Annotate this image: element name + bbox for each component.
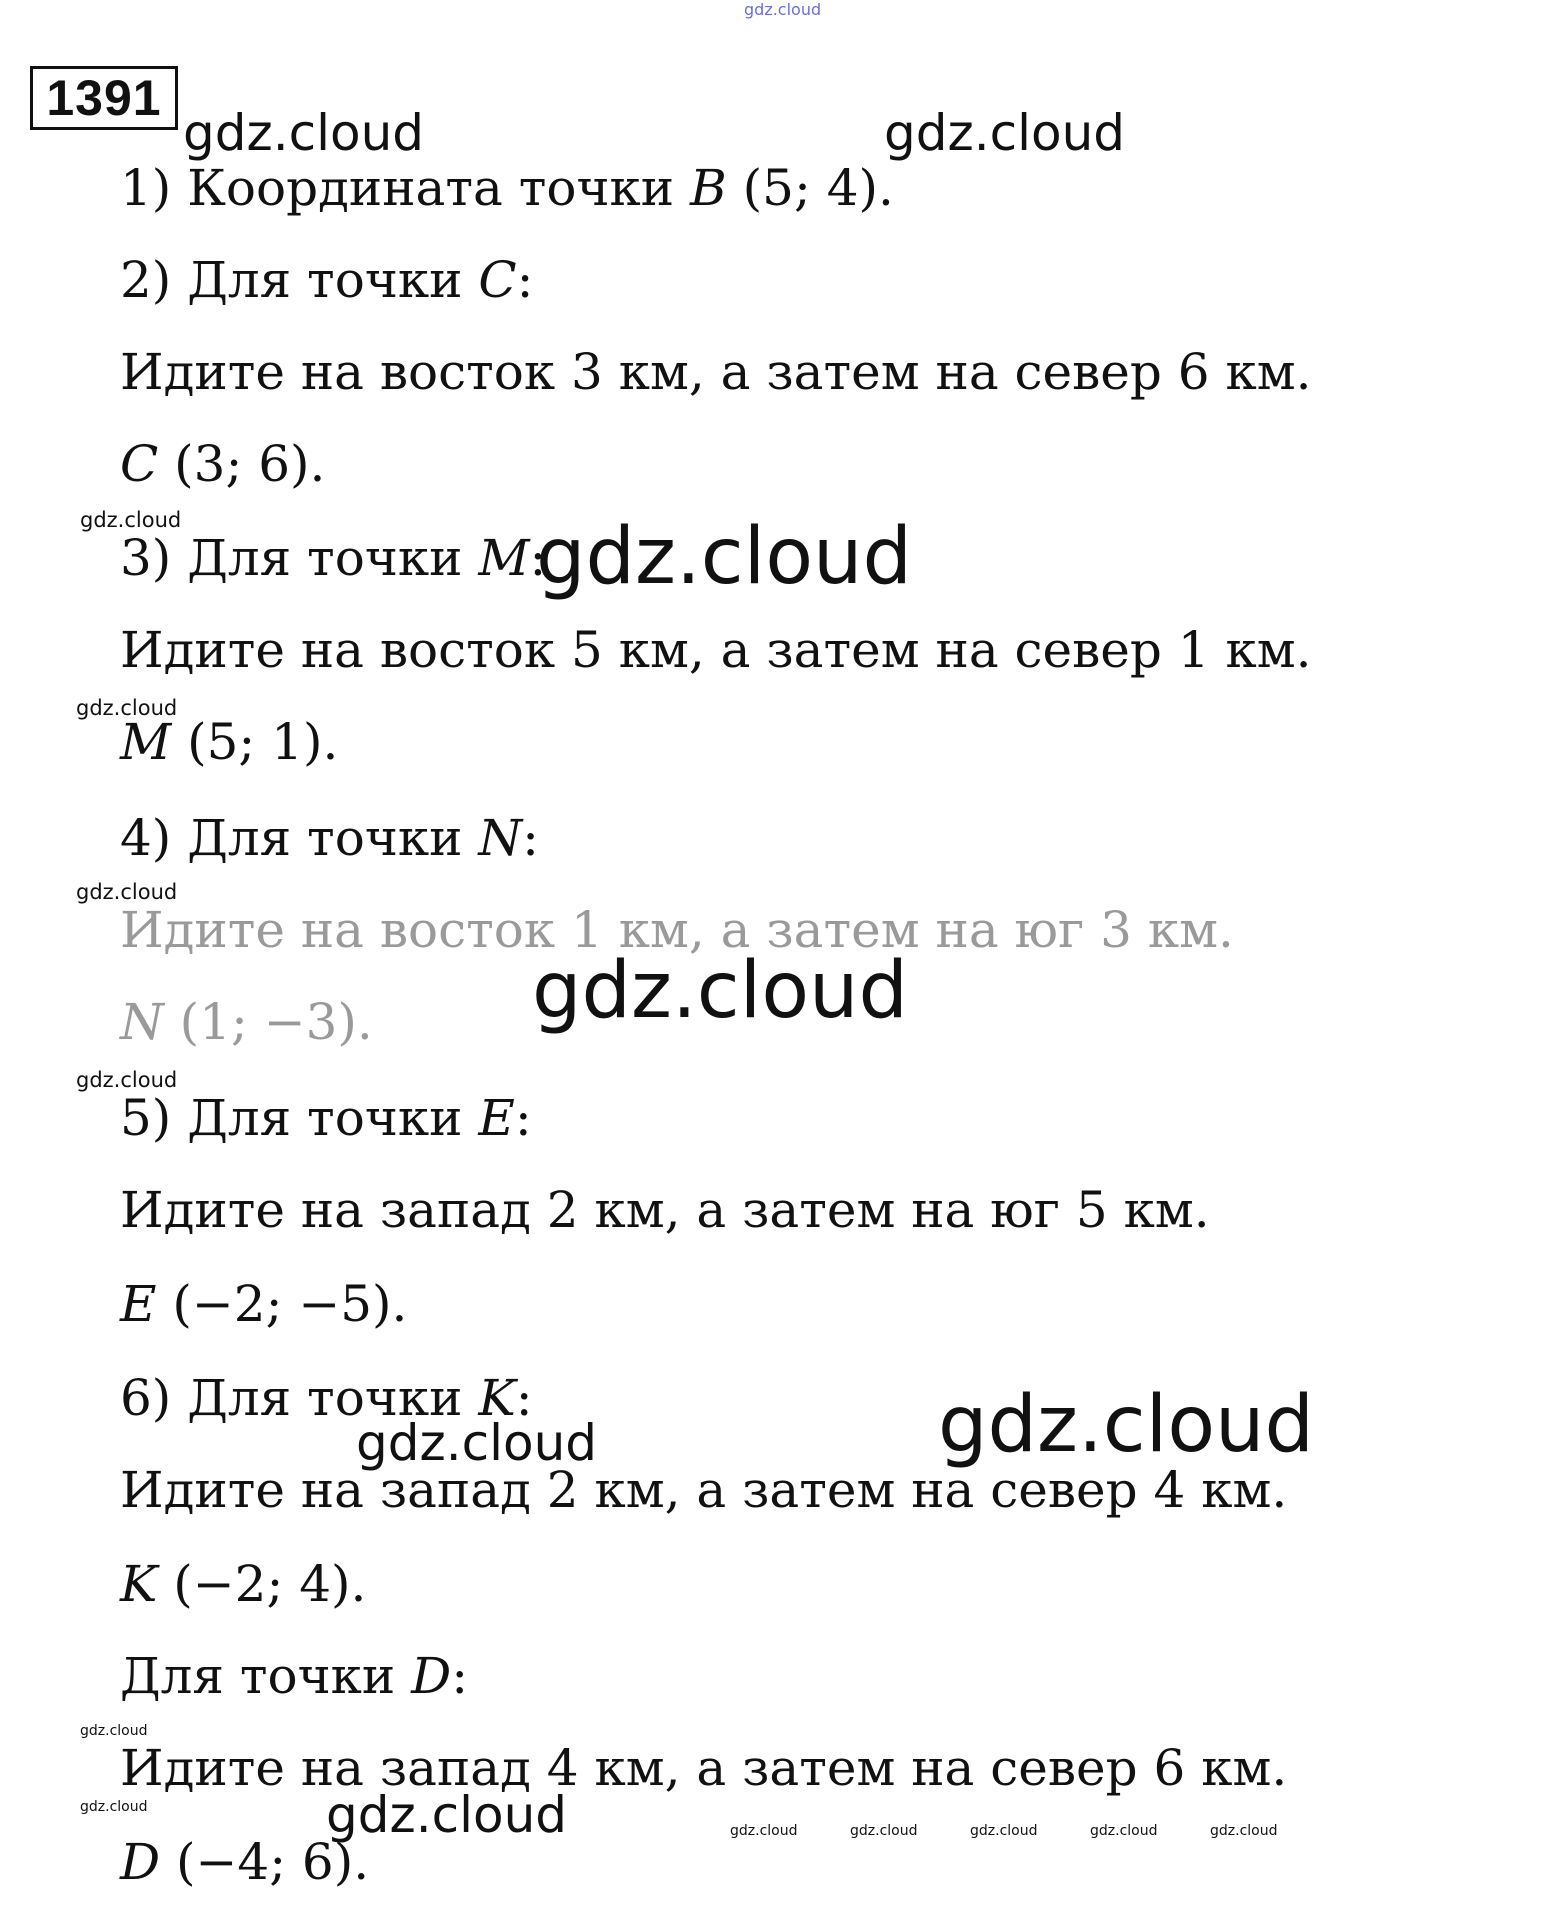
watermark: gdz.cloud — [76, 1068, 178, 1092]
solution-line-3: Идите на восток 3 км, а затем на север 6 км. — [120, 343, 1312, 401]
watermark: gdz.cloud — [80, 508, 182, 532]
watermark: gdz.cloud — [80, 1723, 148, 1739]
watermark: gdz.cloud — [970, 1823, 1038, 1839]
watermark: gdz.cloud — [744, 0, 822, 19]
solution-line-18: Идите на запад 4 км, а затем на север 6 км. — [120, 1739, 1288, 1797]
watermark: gdz.cloud — [1090, 1823, 1158, 1839]
solution-line-19: 𝐷 (−4; 6). — [120, 1833, 370, 1891]
solution-line-14: 6) Для точки 𝐾: — [120, 1369, 533, 1427]
watermark: gdz.cloud — [76, 696, 178, 720]
solution-line-1: 1) Координата точки 𝐵 (5; 4). — [120, 159, 894, 217]
solution-line-15: Идите на запад 2 км, а затем на север 4 км. — [120, 1461, 1288, 1519]
solution-line-9: Идите на восток 1 км, а затем на юг 3 км. — [120, 901, 1234, 959]
solution-line-5: 3) Для точки 𝑀: — [120, 529, 547, 587]
watermark: gdz.cloud — [356, 1414, 598, 1472]
watermark: gdz.cloud — [730, 1823, 798, 1839]
watermark: gdz.cloud — [850, 1823, 918, 1839]
watermark: gdz.cloud — [183, 104, 425, 162]
solution-line-7: 𝑀 (5; 1). — [120, 713, 339, 771]
watermark: gdz.cloud — [536, 512, 912, 602]
watermark: gdz.cloud — [80, 1799, 148, 1815]
solution-line-11: 5) Для точки 𝐸: — [120, 1089, 532, 1147]
watermark: gdz.cloud — [76, 880, 178, 904]
task-number-box: 1391 — [30, 66, 178, 130]
solution-line-13: 𝐸 (−2; −5). — [120, 1275, 408, 1333]
watermark: gdz.cloud — [884, 104, 1126, 162]
solution-line-8: 4) Для точки 𝑁: — [120, 809, 539, 867]
solution-line-16: 𝐾 (−2; 4). — [120, 1555, 367, 1613]
solution-line-6: Идите на восток 5 км, а затем на север 1 км. — [120, 621, 1312, 679]
watermark: gdz.cloud — [1210, 1823, 1278, 1839]
solution-line-4: 𝐶 (3; 6). — [120, 435, 326, 493]
watermark: gdz.cloud — [532, 946, 908, 1036]
solution-line-10: 𝑁 (1; −3). — [120, 993, 373, 1051]
watermark: gdz.cloud — [938, 1380, 1314, 1470]
solution-line-17: Для точки 𝐷: — [120, 1647, 469, 1705]
solution-line-2: 2) Для точки 𝐶: — [120, 251, 534, 309]
solution-line-12: Идите на запад 2 км, а затем на юг 5 км. — [120, 1181, 1210, 1239]
watermark: gdz.cloud — [326, 1786, 568, 1844]
